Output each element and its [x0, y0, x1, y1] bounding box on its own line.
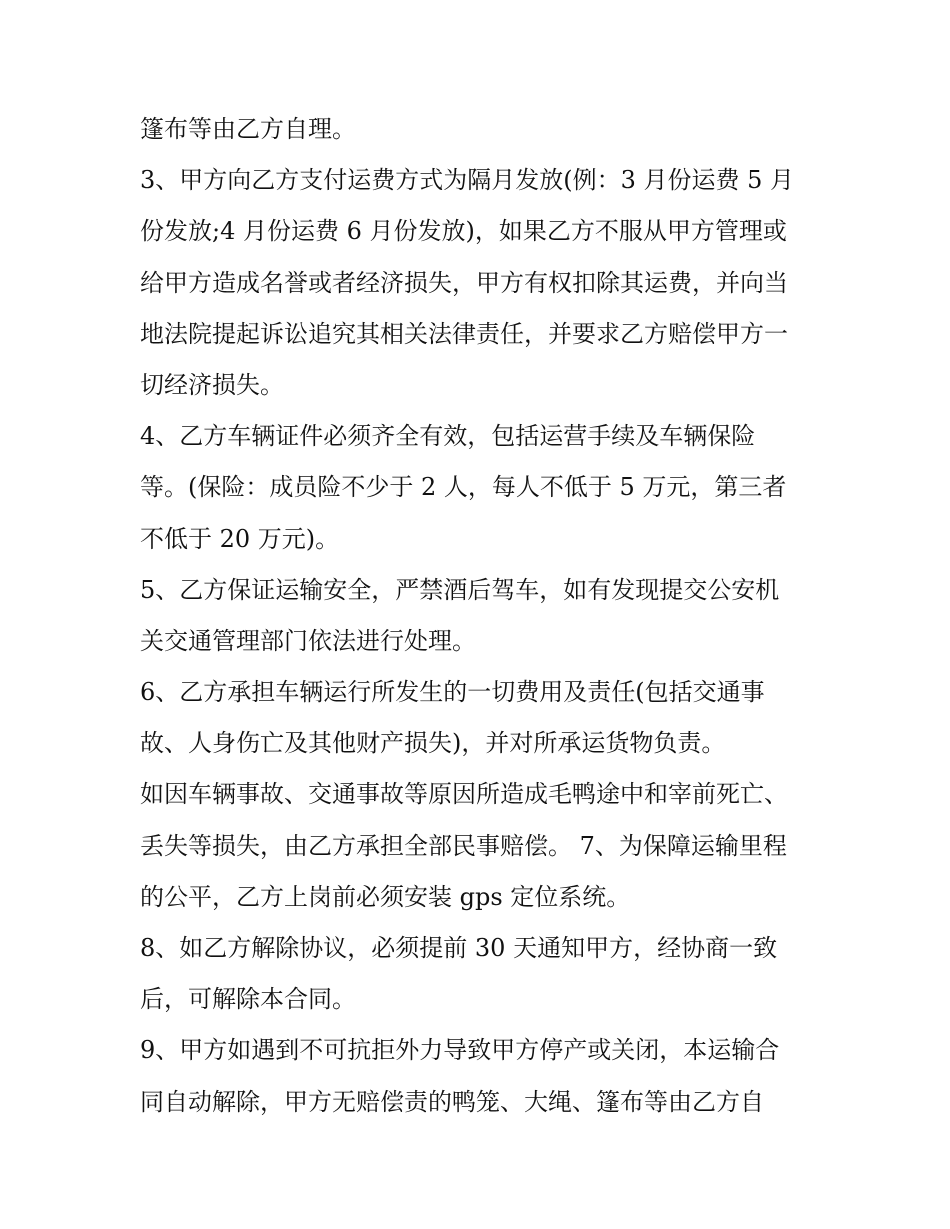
text-line: 6、乙方承担车辆运行所发生的一切费用及责任(包括交通事: [140, 678, 765, 707]
text-line: 8、如乙方解除协议，必须提前 30 天通知甲方，经协商一致: [140, 934, 778, 962]
text-line: 的公平，乙方上岗前必须安装 gps 定位系统。: [140, 882, 631, 911]
text-line: 4、乙方车辆证件必须齐全有效，包括运营手续及车辆保险: [140, 422, 756, 451]
text-line: 丢失等损失，由乙方承担全部民事赔偿。 7、为保障运输里程: [140, 831, 787, 860]
text-line: 故、人身伤亡及其他财产损失)，并对所承运货物负责。: [140, 729, 726, 758]
text-line: 地法院提起诉讼追究其相关法律责任，并要求乙方赔偿甲方一: [140, 319, 788, 348]
text-line: 5、乙方保证运输安全，严禁酒后驾车，如有发现提交公安机: [140, 575, 780, 604]
text-line: 不低于 20 万元)。: [140, 524, 340, 553]
text-line: 切经济损失。: [140, 370, 284, 399]
text-line: 同自动解除，甲方无赔偿责的鸭笼、大绳、篷布等由乙方自: [140, 1087, 764, 1116]
text-line: 3、甲方向乙方支付运费方式为隔月发放(例：3 月份运费 5 月: [140, 166, 795, 195]
text-line: 9、甲方如遇到不可抗拒外力导致甲方停产或关闭，本运输合: [140, 1036, 780, 1065]
contract-text: [140, 104, 830, 1128]
text-line: 后，可解除本合同。: [140, 985, 356, 1014]
text-line: 关交通管理部门依法进行处理。: [140, 626, 476, 655]
text-line: 篷布等由乙方自理。: [140, 115, 356, 143]
text-line: 份发放;4 月份运费 6 月份发放)，如果乙方不服从甲方管理或: [140, 217, 787, 246]
text-line: 给甲方造成名誉或者经济损失，甲方有权扣除其运费，并向当: [140, 268, 788, 297]
text-line: 等。(保险：成员险不少于 2 人，每人不低于 5 万元，第三者: [140, 473, 787, 502]
text-line: 如因车辆事故、交通事故等原因所造成毛鸭途中和宰前死亡、: [140, 780, 788, 809]
